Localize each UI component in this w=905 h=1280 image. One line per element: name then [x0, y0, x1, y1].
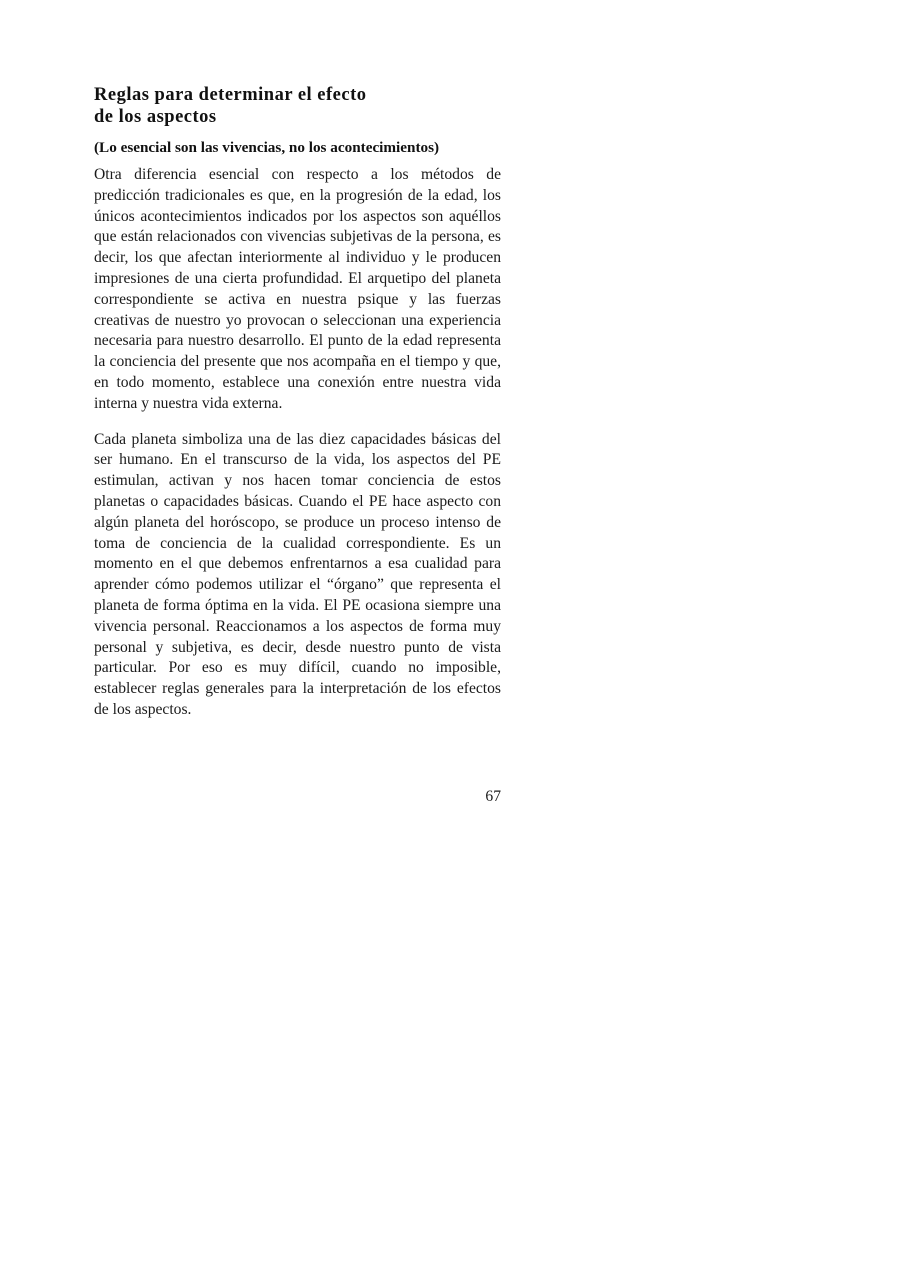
- body-paragraph-1: Otra diferencia esencial con respecto a los métodos de predicción tradicionales es que, en la progresión de la edad, los únicos acontecimientos indicados por los aspectos son aquéllos que están relacionados con vivencias subjetivas de la persona, es decir, los que afectan interiormente al individuo y le producen impresiones de una cierta profundidad. El arquetipo del planeta correspondiente se activa en nuestra psique y las fuerzas creativas de nuestro yo provocan o seleccionan una experiencia necesaria para nuestro desarrollo. El punto de la edad representa la conciencia del presente que nos acompaña en el tiempo y que, en todo momento, establece una conexión entre nuestra vida interna y nuestra vida externa.: [94, 166, 501, 412]
- section-subheading: (Lo esencial son las vivencias, no los acontecimientos): [94, 139, 440, 156]
- section-heading-line-2: de los aspectos: [94, 107, 217, 127]
- page-number: 67: [485, 788, 501, 805]
- section-heading: [94, 84, 501, 128]
- body-paragraph-2: Cada planeta simboliza una de las diez capacidades básicas del ser humano. En el transcurso de la vida, los aspectos del PE estimulan, activan y nos hacen tomar conciencia de estos planetas o capacidades básicas. Cuando el PE hace aspecto con algún planeta del horóscopo, se produce un proceso intenso de toma de conciencia de la cualidad correspondiente. Es un momento en el que debemos enfrentarnos a esa cualidad para aprender cómo podemos utilizar el “órgano” que representa el planeta de forma óptima en la vida. El PE ocasiona siempre una vivencia personal. Reaccionamos a los aspectos de forma muy personal y subjetiva, es decir, desde nuestro punto de vista particular. Por eso es muy difícil, cuando no imposible, establecer reglas generales para la interpretación de los efectos de los aspectos.: [94, 430, 501, 718]
- page-body: [94, 84, 501, 721]
- section-heading-line-1: Reglas para determinar el efecto: [94, 85, 367, 105]
